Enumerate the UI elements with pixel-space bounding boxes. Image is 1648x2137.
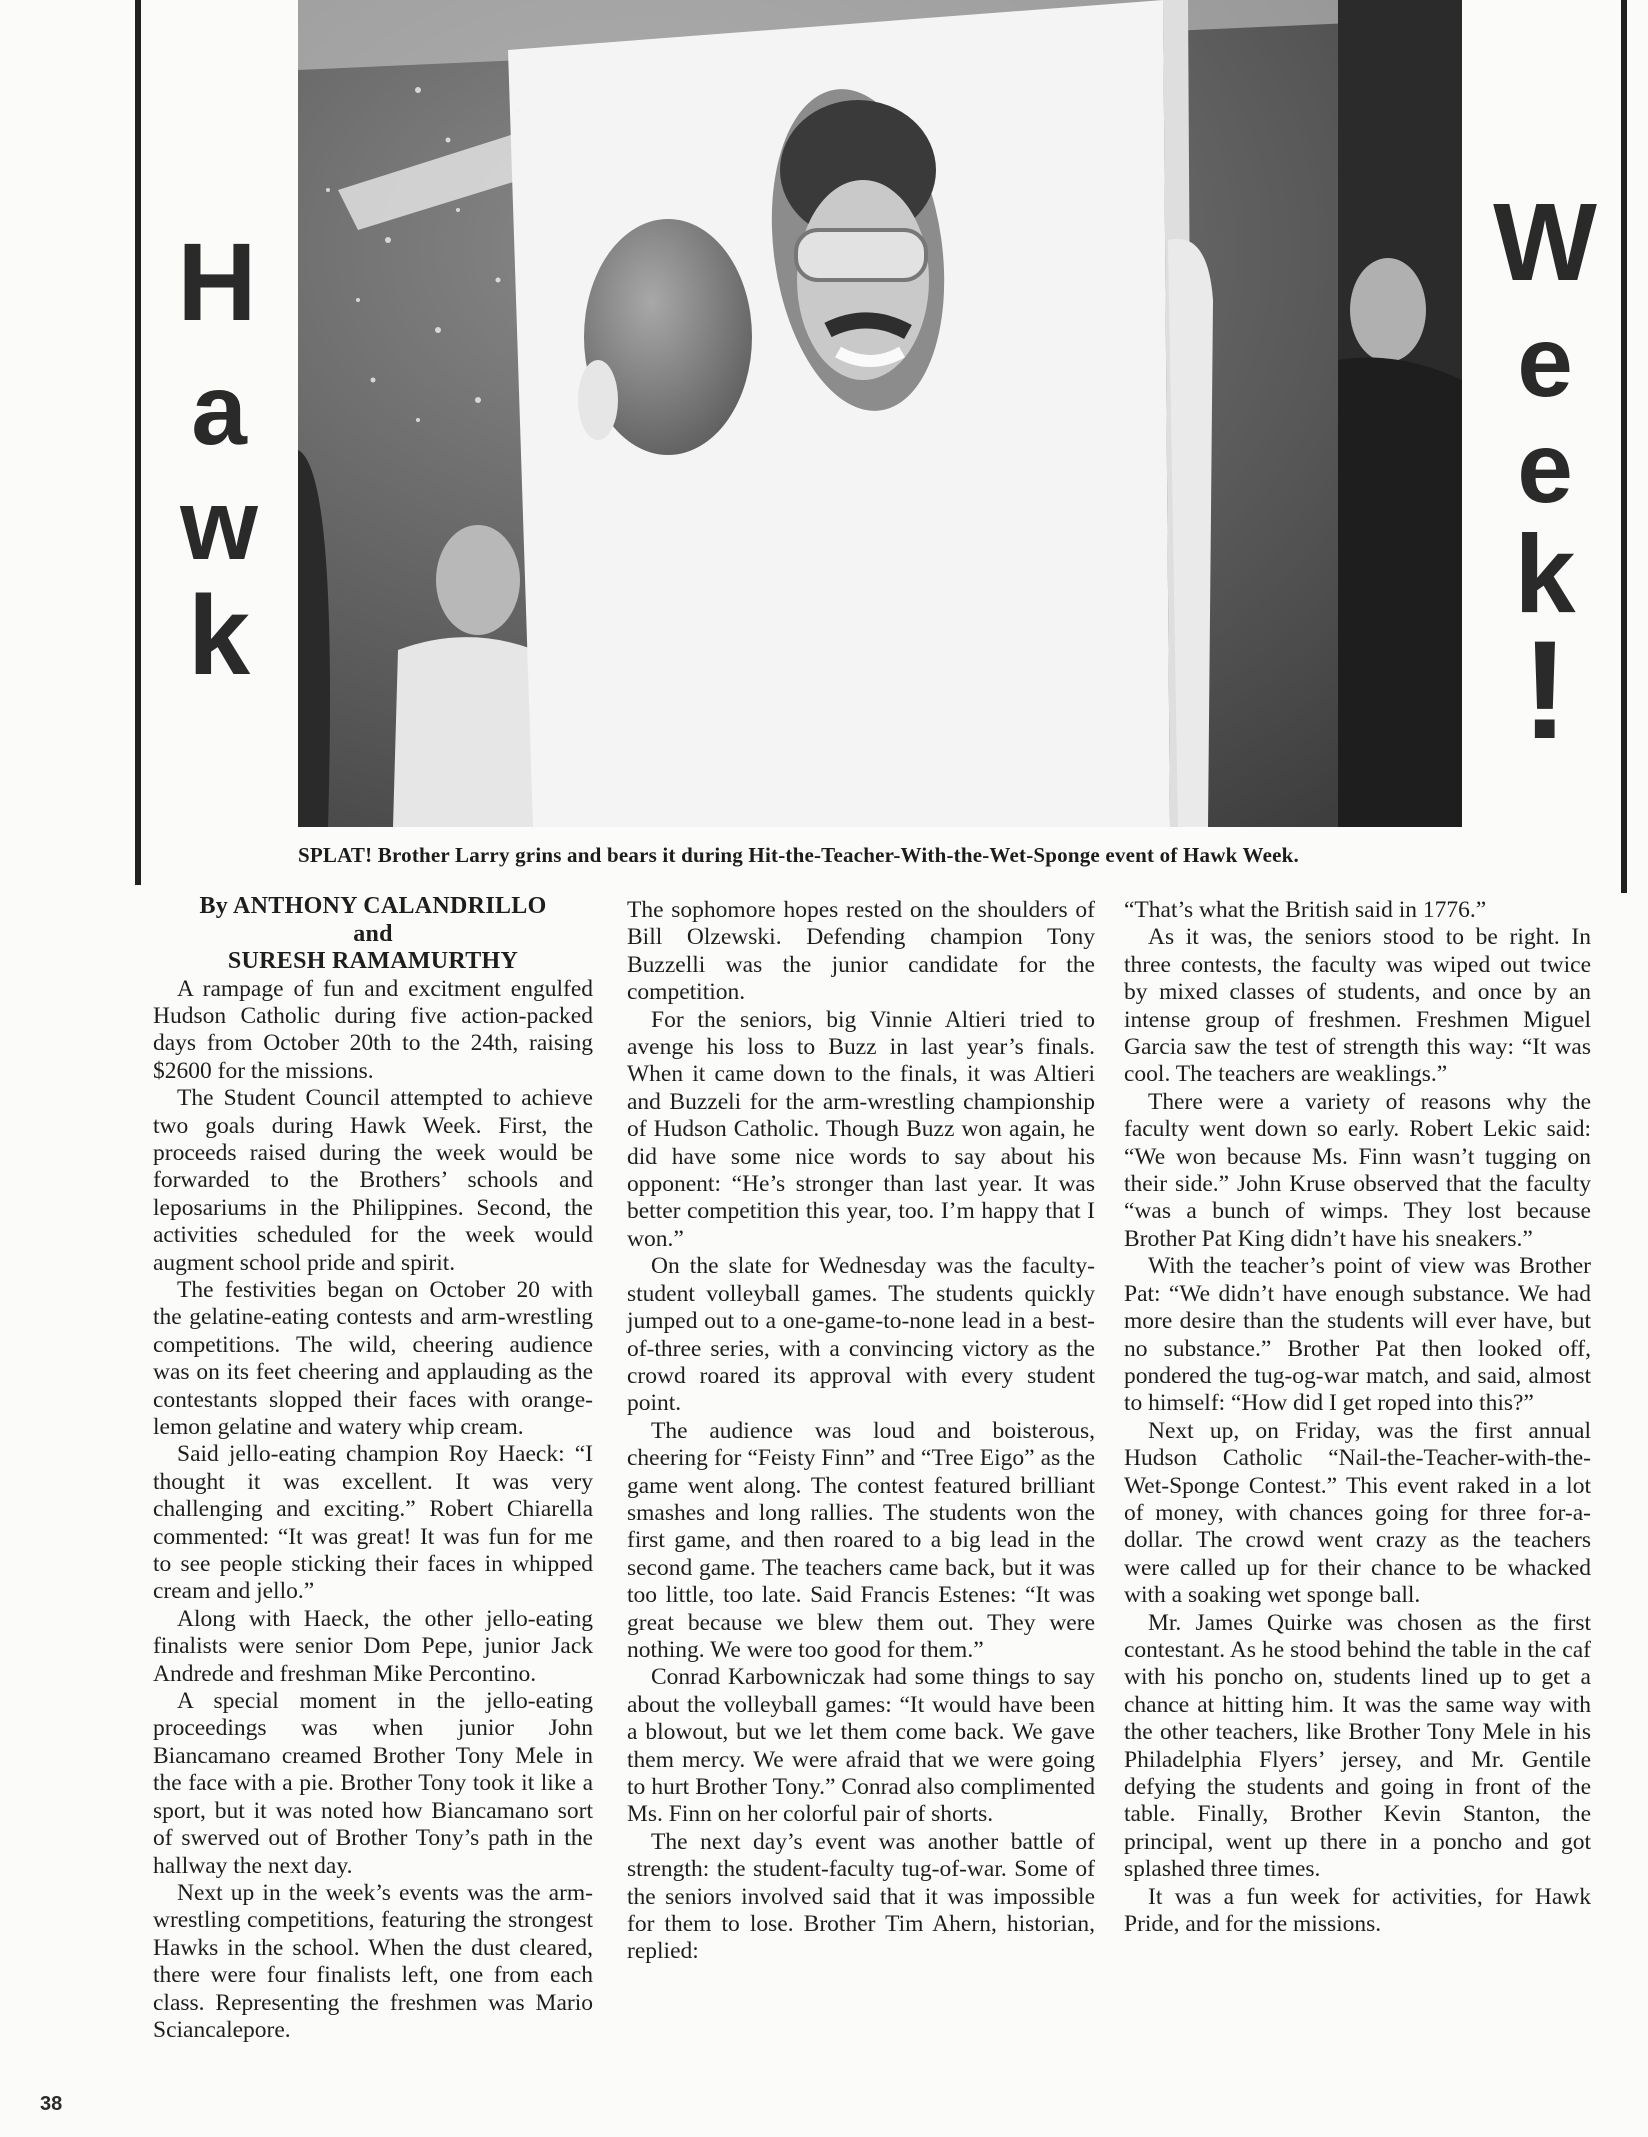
title-letter-e1: e: [1517, 306, 1573, 418]
page-number: 38: [40, 2093, 63, 2115]
title-letter-w2: W: [1493, 181, 1597, 304]
paragraph: Conrad Karbowniczak had some things to say about the volleyball games: “It would have been a blowout, but we let them come back. We gave them mercy. We were afraid that we were going to hurt Brother Tony.” Conrad also complimented Ms. Finn on her colorful pair of shorts.: [627, 1664, 1095, 1828]
article-column-1: [153, 893, 593, 2044]
goggles: [796, 230, 926, 280]
person-right-face: [1350, 258, 1426, 362]
person-left-face: [436, 525, 520, 635]
paragraph: For the seniors, big Vinnie Altieri tried to avenge his loss to Buzz in last year’s finals. When it came down to the finals, it was Altieri and Buzzeli for the arm-wrestling championship of Hudson Catholic. Though Buzz won again, he did have some nice words to say about his opponent: “He’s stronger than last year. It was better competition this year, too. I’m happy that I won.”: [627, 1006, 1095, 1252]
byline-author-2: SURESH RAMAMURTHY: [227, 948, 519, 974]
title-letter-h: H: [177, 221, 257, 344]
photo-caption: SPLAT! Brother Larry grins and bears it during Hit-the-Teacher-With-the-Wet-Sponge event of Hawk Week.: [298, 843, 1299, 867]
paragraph: The sophomore hopes rested on the shoulders of Bill Olzewski. Defending champion Tony Buzzelli was the junior candidate for the competition.: [627, 897, 1095, 1006]
paragraph: It was a fun week for activities, for Hawk Pride, and for the missions.: [1124, 1883, 1591, 1938]
paragraph: On the slate for Wednesday was the faculty-student volleyball games. The students quickly jumped out to a one-game-to-none lead in a best-of-three series, with a convincing victory as the crowd roared its approval with every student point.: [627, 1253, 1095, 1417]
paragraph: The next day’s event was another battle of strength: the student-faculty tug-of-war. Some of the seniors involved said that it was impossible for them to lose. Brother Tim Ahern, historian, replied:: [627, 1828, 1095, 1965]
paragraph: The audience was loud and boisterous, cheering for “Feisty Finn” and “Tree Eigo” as the game went along. The contest featured brilliant smashes and long rallies. The students won the first game, and then roared to a big lead in the second game. The teachers came back, but it was too little, too late. Said Francis Estenes: “It was great because we blew them out. They were nothing. We were too good for them.”: [627, 1417, 1095, 1663]
left-border-rule: [135, 0, 141, 885]
title-letter-exclaim: !: [1521, 611, 1569, 768]
paragraph: The festivities began on October 20 with the gelatine-eating contests and arm-wrestling competitions. The wild, cheering audience was on its feet cheering and applauding as the contestants slopped their faces with orange-lemon gelatine and watery whip cream.: [153, 1276, 593, 1440]
paragraph: As it was, the seniors stood to be right. In three contests, the faculty was wiped out twice by mixed classes of students, and once by an intense group of freshmen. Freshmen Miguel Garcia saw the test of strength this way: “It was cool. The teachers are weaklings.”: [1124, 924, 1591, 1088]
title-letter-w: w: [180, 469, 258, 581]
article-column-2: [627, 897, 1095, 1966]
byline-and: and: [353, 920, 393, 947]
feature-photo: [298, 0, 1462, 827]
right-border-rule: [1621, 0, 1627, 893]
paragraph: “That’s what the British said in 1776.”: [1124, 897, 1487, 923]
paragraph: Along with Haeck, the other jello-eating finalists were senior Dom Pepe, junior Jack Andrede and freshman Mike Percontino.: [153, 1605, 593, 1687]
byline: [153, 893, 593, 976]
article-column-3: [1124, 897, 1591, 1938]
paragraph: A rampage of fun and excitment engulfed Hudson Catholic during five action-packed days from October 20th to the 24th, raising $2600 for the missions.: [153, 975, 593, 1084]
paragraph: Next up in the week’s events was the arm-wrestling competitions, featuring the strongest Hawks in the school. When the dust cleared, there were four finalists left, one from each class. Representing the freshmen was Mario Sciancalepore.: [153, 1879, 593, 2043]
paragraph: With the teacher’s point of view was Brother Pat: “We didn’t have enough substance. We had more desire than the students will ever have, but no substance.” Brother Pat then looked off, pondered the tug-og-war match, and said, almost to himself: “How did I get roped into this?”: [1124, 1253, 1591, 1417]
paragraph: Mr. James Quirke was chosen as the first contestant. As he stood behind the table in the caf with his poncho on, students lined up to get a chance at hitting him. It was the same way with the other teachers, like Brother Tony Mele in his Philadelphia Flyers’ jersey, and Mr. Gentile defying the students and going in front of the table. Finally, Brother Kevin Stanton, the principal, went up there in a poncho and got splashed three times.: [1124, 1609, 1591, 1883]
paragraph: There were a variety of reasons why the faculty went down so early. Robert Lekic said: “We won because Ms. Finn wasn’t tugging on their side.” John Kruse observed that the faculty “was a bunch of wimps. They lost because Brother Pat King didn’t have his sneakers.”: [1124, 1088, 1591, 1252]
paragraph: A special moment in the jello-eating proceedings was when junior John Biancamano creamed Brother Tony Mele in the face with a pie. Brother Tony took it like a sport, but it was noted how Biancamano sort of swerved out of Brother Tony’s path in the hallway the next day.: [153, 1688, 593, 1879]
title-letter-a: a: [191, 354, 247, 466]
title-letter-e2: e: [1517, 412, 1573, 524]
photo-illustration: [298, 0, 1462, 827]
byline-author-1: By ANTHONY CALANDRILLO: [199, 893, 547, 919]
paragraph: Next up, on Friday, was the first annual Hudson Catholic “Nail-the-Teacher-with-the-Wet-Sponge Contest.” This event raked in a lot of money, with chances going for three for-a-dollar. The crowd went crazy as the teachers were called up for their chance to be whacked with a soaking wet sponge ball.: [1124, 1417, 1591, 1609]
paragraph: The Student Council attempted to achieve two goals during Hawk Week. First, the proceeds raised during the week would be forwarded to the Brothers’ schools and leposariums in the Philippines. Second, the activities scheduled for the week would augment school pride and spirit.: [153, 1085, 593, 1276]
title-letter-k: k: [187, 573, 251, 698]
title-letter-k2: k: [1514, 513, 1576, 636]
paragraph: Said jello-eating champion Roy Haeck: “I thought it was excellent. It was very challenging and exciting.” Robert Chiarella commented: “It was great! It was fun for me to see people sticking their faces in whipped cream and jello.”: [153, 1441, 593, 1605]
